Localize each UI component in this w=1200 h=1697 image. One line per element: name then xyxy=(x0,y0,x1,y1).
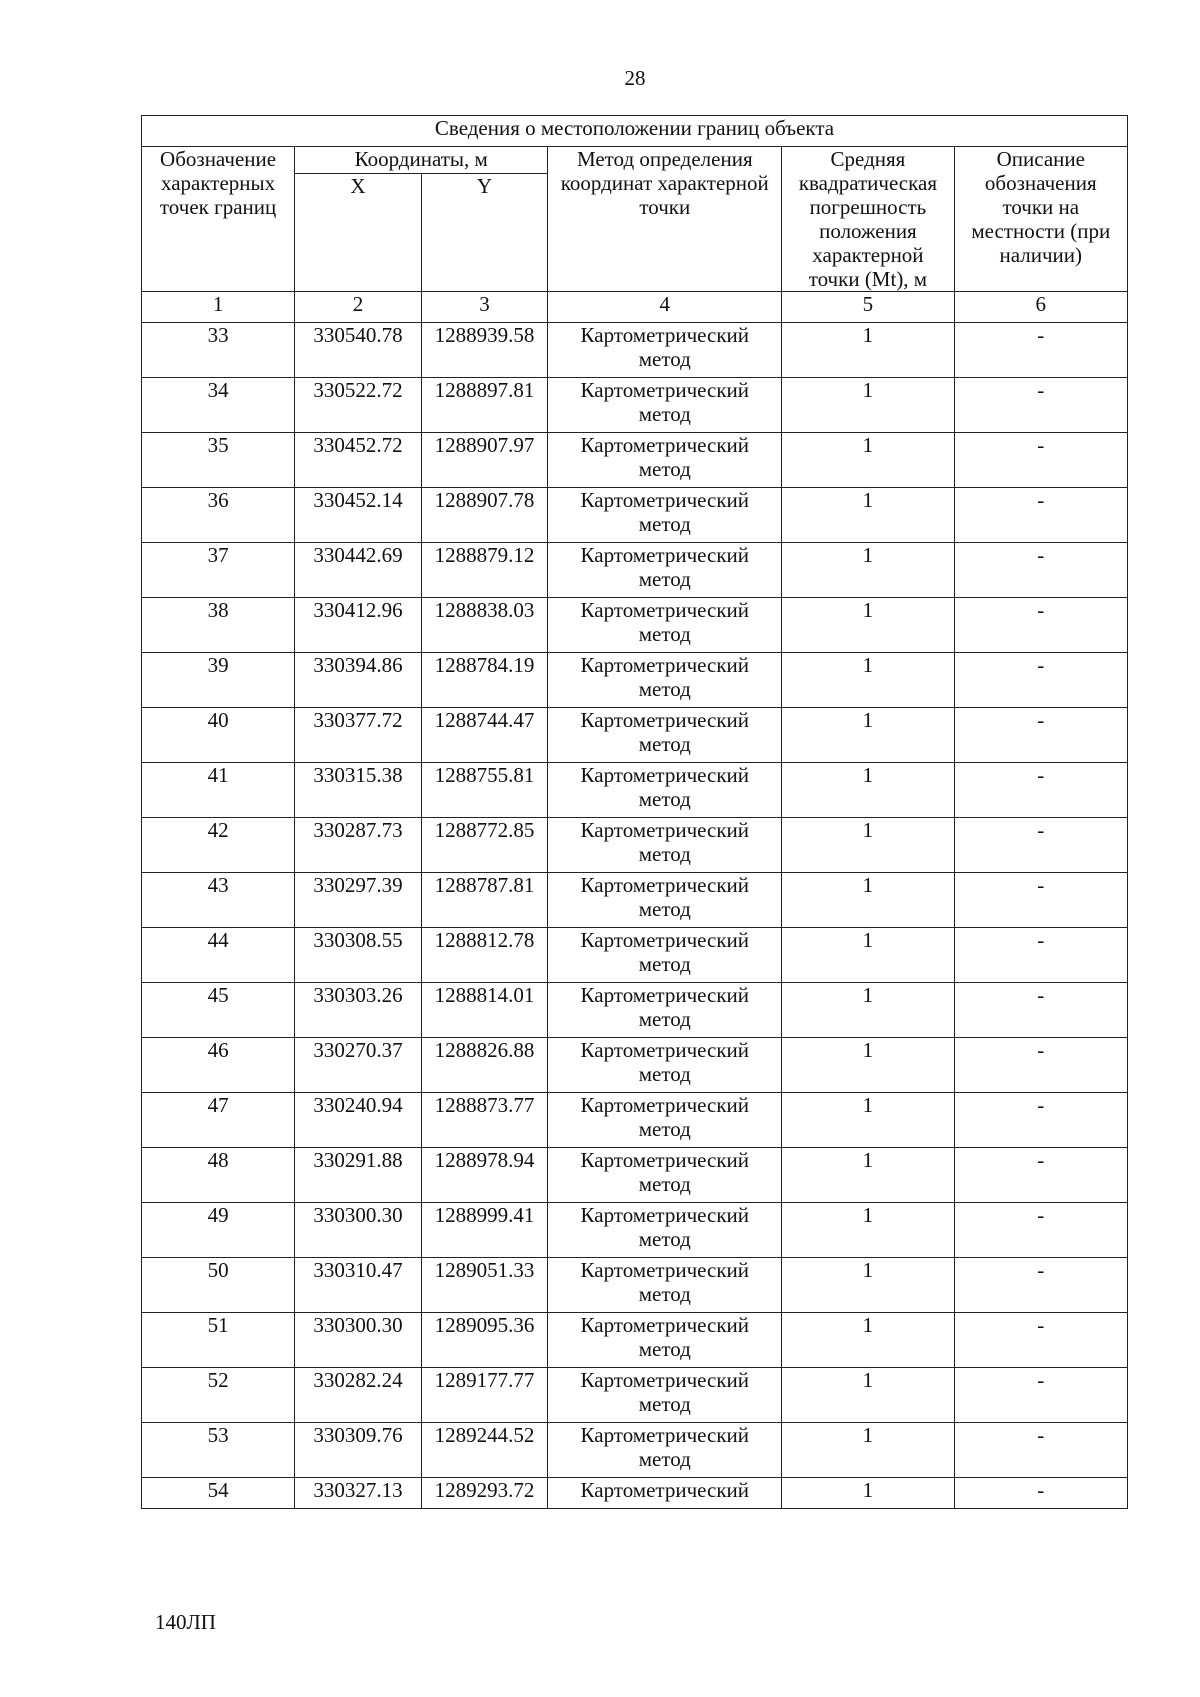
point-cell: 48 xyxy=(142,1148,295,1203)
y-cell: 1288812.78 xyxy=(421,928,548,983)
method-cell: Картометрический метод xyxy=(548,873,782,928)
x-cell: 330442.69 xyxy=(295,543,422,598)
table-row xyxy=(142,928,1128,983)
table-row xyxy=(142,818,1128,873)
error-cell: 1 xyxy=(782,1203,954,1258)
error-cell: 1 xyxy=(782,323,954,378)
error-cell: 1 xyxy=(782,818,954,873)
column-number: 6 xyxy=(954,292,1127,323)
error-cell: 1 xyxy=(782,1258,954,1313)
table-row xyxy=(142,1148,1128,1203)
error-cell: 1 xyxy=(782,873,954,928)
description-cell: - xyxy=(954,543,1127,598)
description-cell: - xyxy=(954,653,1127,708)
method-cell: Картометрический метод xyxy=(548,1038,782,1093)
error-cell: 1 xyxy=(782,1038,954,1093)
description-cell: - xyxy=(954,1148,1127,1203)
table-title: Сведения о местоположении границ объекта xyxy=(142,116,1128,147)
page-number: 28 xyxy=(624,66,646,90)
header-y: Y xyxy=(421,174,548,292)
point-cell: 37 xyxy=(142,543,295,598)
table-row xyxy=(142,1423,1128,1478)
table-row xyxy=(142,323,1128,378)
error-cell: 1 xyxy=(782,1423,954,1478)
table-row xyxy=(142,1258,1128,1313)
table-row xyxy=(142,983,1128,1038)
point-cell: 40 xyxy=(142,708,295,763)
header-x: X xyxy=(295,174,422,292)
error-cell: 1 xyxy=(782,1478,954,1509)
x-cell: 330412.96 xyxy=(295,598,422,653)
x-cell: 330452.14 xyxy=(295,488,422,543)
y-cell: 1288907.78 xyxy=(421,488,548,543)
x-cell: 330309.76 xyxy=(295,1423,422,1478)
description-cell: - xyxy=(954,1093,1127,1148)
x-cell: 330282.24 xyxy=(295,1368,422,1423)
error-cell: 1 xyxy=(782,543,954,598)
error-cell: 1 xyxy=(782,378,954,433)
x-cell: 330327.13 xyxy=(295,1478,422,1509)
error-cell: 1 xyxy=(782,598,954,653)
description-cell: - xyxy=(954,928,1127,983)
x-cell: 330377.72 xyxy=(295,708,422,763)
table-row xyxy=(142,543,1128,598)
column-number: 1 xyxy=(142,292,295,323)
y-cell: 1288907.97 xyxy=(421,433,548,488)
point-cell: 44 xyxy=(142,928,295,983)
method-cell: Картометрический метод xyxy=(548,1093,782,1148)
description-cell: - xyxy=(954,598,1127,653)
point-cell: 36 xyxy=(142,488,295,543)
method-cell: Картометрический xyxy=(548,1478,782,1509)
x-cell: 330300.30 xyxy=(295,1313,422,1368)
header-coordinates: Координаты, м xyxy=(295,147,548,174)
description-cell: - xyxy=(954,1258,1127,1313)
x-cell: 330303.26 xyxy=(295,983,422,1038)
table-row xyxy=(142,1368,1128,1423)
header-method: Метод определения координат характерной точки xyxy=(548,147,782,292)
method-cell: Картометрический метод xyxy=(548,1423,782,1478)
table-row xyxy=(142,653,1128,708)
error-cell: 1 xyxy=(782,653,954,708)
method-cell: Картометрический метод xyxy=(548,598,782,653)
point-cell: 41 xyxy=(142,763,295,818)
table-row xyxy=(142,1038,1128,1093)
method-cell: Картометрический метод xyxy=(548,1313,782,1368)
description-cell: - xyxy=(954,763,1127,818)
error-cell: 1 xyxy=(782,763,954,818)
y-cell: 1288873.77 xyxy=(421,1093,548,1148)
table-row xyxy=(142,1478,1128,1509)
x-cell: 330394.86 xyxy=(295,653,422,708)
method-cell: Картометрический метод xyxy=(548,1148,782,1203)
point-cell: 46 xyxy=(142,1038,295,1093)
y-cell: 1288826.88 xyxy=(421,1038,548,1093)
column-number: 5 xyxy=(782,292,954,323)
table-row xyxy=(142,708,1128,763)
description-cell: - xyxy=(954,1203,1127,1258)
point-cell: 33 xyxy=(142,323,295,378)
method-cell: Картометрический метод xyxy=(548,708,782,763)
table-row xyxy=(142,873,1128,928)
x-cell: 330300.30 xyxy=(295,1203,422,1258)
point-cell: 47 xyxy=(142,1093,295,1148)
y-cell: 1288814.01 xyxy=(421,983,548,1038)
description-cell: - xyxy=(954,323,1127,378)
x-cell: 330308.55 xyxy=(295,928,422,983)
table-row xyxy=(142,1093,1128,1148)
y-cell: 1289095.36 xyxy=(421,1313,548,1368)
method-cell: Картометрический метод xyxy=(548,763,782,818)
y-cell: 1288999.41 xyxy=(421,1203,548,1258)
method-cell: Картометрический метод xyxy=(548,543,782,598)
description-cell: - xyxy=(954,433,1127,488)
error-cell: 1 xyxy=(782,928,954,983)
error-cell: 1 xyxy=(782,1313,954,1368)
method-cell: Картометрический метод xyxy=(548,1258,782,1313)
error-cell: 1 xyxy=(782,1093,954,1148)
description-cell: - xyxy=(954,818,1127,873)
table-row xyxy=(142,763,1128,818)
x-cell: 330240.94 xyxy=(295,1093,422,1148)
point-cell: 53 xyxy=(142,1423,295,1478)
y-cell: 1289244.52 xyxy=(421,1423,548,1478)
y-cell: 1288897.81 xyxy=(421,378,548,433)
y-cell: 1288744.47 xyxy=(421,708,548,763)
error-cell: 1 xyxy=(782,433,954,488)
y-cell: 1288978.94 xyxy=(421,1148,548,1203)
y-cell: 1288838.03 xyxy=(421,598,548,653)
table-row xyxy=(142,1313,1128,1368)
method-cell: Картометрический метод xyxy=(548,323,782,378)
boundary-coordinates-table xyxy=(141,115,1128,1509)
description-cell: - xyxy=(954,488,1127,543)
x-cell: 330310.47 xyxy=(295,1258,422,1313)
y-cell: 1289177.77 xyxy=(421,1368,548,1423)
table-row xyxy=(142,488,1128,543)
method-cell: Картометрический метод xyxy=(548,488,782,543)
header-mean-error: Средняя квадратическая погрешность положения характерной точки (Mt), м xyxy=(782,147,954,292)
description-cell: - xyxy=(954,1423,1127,1478)
description-cell: - xyxy=(954,873,1127,928)
x-cell: 330452.72 xyxy=(295,433,422,488)
point-cell: 43 xyxy=(142,873,295,928)
point-cell: 39 xyxy=(142,653,295,708)
column-number: 2 xyxy=(295,292,422,323)
point-cell: 34 xyxy=(142,378,295,433)
x-cell: 330315.38 xyxy=(295,763,422,818)
y-cell: 1288755.81 xyxy=(421,763,548,818)
y-cell: 1289051.33 xyxy=(421,1258,548,1313)
method-cell: Картометрический метод xyxy=(548,433,782,488)
method-cell: Картометрический метод xyxy=(548,1368,782,1423)
error-cell: 1 xyxy=(782,983,954,1038)
method-cell: Картометрический метод xyxy=(548,1203,782,1258)
description-cell: - xyxy=(954,1038,1127,1093)
y-cell: 1288772.85 xyxy=(421,818,548,873)
y-cell: 1288879.12 xyxy=(421,543,548,598)
description-cell: - xyxy=(954,1368,1127,1423)
description-cell: - xyxy=(954,1478,1127,1509)
point-cell: 49 xyxy=(142,1203,295,1258)
y-cell: 1288939.58 xyxy=(421,323,548,378)
table-row xyxy=(142,1203,1128,1258)
description-cell: - xyxy=(954,708,1127,763)
description-cell: - xyxy=(954,1313,1127,1368)
column-number: 4 xyxy=(548,292,782,323)
point-cell: 51 xyxy=(142,1313,295,1368)
header-description: Описание обозначения точки на местности (при наличии) xyxy=(954,147,1127,292)
table-row xyxy=(142,378,1128,433)
y-cell: 1288784.19 xyxy=(421,653,548,708)
error-cell: 1 xyxy=(782,1368,954,1423)
method-cell: Картометрический метод xyxy=(548,928,782,983)
footer-code: 140ЛП xyxy=(155,1610,216,1634)
point-cell: 52 xyxy=(142,1368,295,1423)
y-cell: 1289293.72 xyxy=(421,1478,548,1509)
x-cell: 330291.88 xyxy=(295,1148,422,1203)
point-cell: 38 xyxy=(142,598,295,653)
table-row xyxy=(142,598,1128,653)
method-cell: Картометрический метод xyxy=(548,653,782,708)
description-cell: - xyxy=(954,983,1127,1038)
header-point-designation: Обозначение характерных точек границ xyxy=(142,147,295,292)
error-cell: 1 xyxy=(782,488,954,543)
method-cell: Картометрический метод xyxy=(548,378,782,433)
error-cell: 1 xyxy=(782,708,954,763)
table-row xyxy=(142,433,1128,488)
column-number: 3 xyxy=(421,292,548,323)
point-cell: 42 xyxy=(142,818,295,873)
description-cell: - xyxy=(954,378,1127,433)
method-cell: Картометрический метод xyxy=(548,983,782,1038)
x-cell: 330522.72 xyxy=(295,378,422,433)
x-cell: 330297.39 xyxy=(295,873,422,928)
method-cell: Картометрический метод xyxy=(548,818,782,873)
point-cell: 50 xyxy=(142,1258,295,1313)
point-cell: 54 xyxy=(142,1478,295,1509)
x-cell: 330287.73 xyxy=(295,818,422,873)
point-cell: 35 xyxy=(142,433,295,488)
x-cell: 330270.37 xyxy=(295,1038,422,1093)
point-cell: 45 xyxy=(142,983,295,1038)
column-number-row xyxy=(142,292,1128,323)
y-cell: 1288787.81 xyxy=(421,873,548,928)
error-cell: 1 xyxy=(782,1148,954,1203)
table-body xyxy=(142,323,1128,1509)
x-cell: 330540.78 xyxy=(295,323,422,378)
